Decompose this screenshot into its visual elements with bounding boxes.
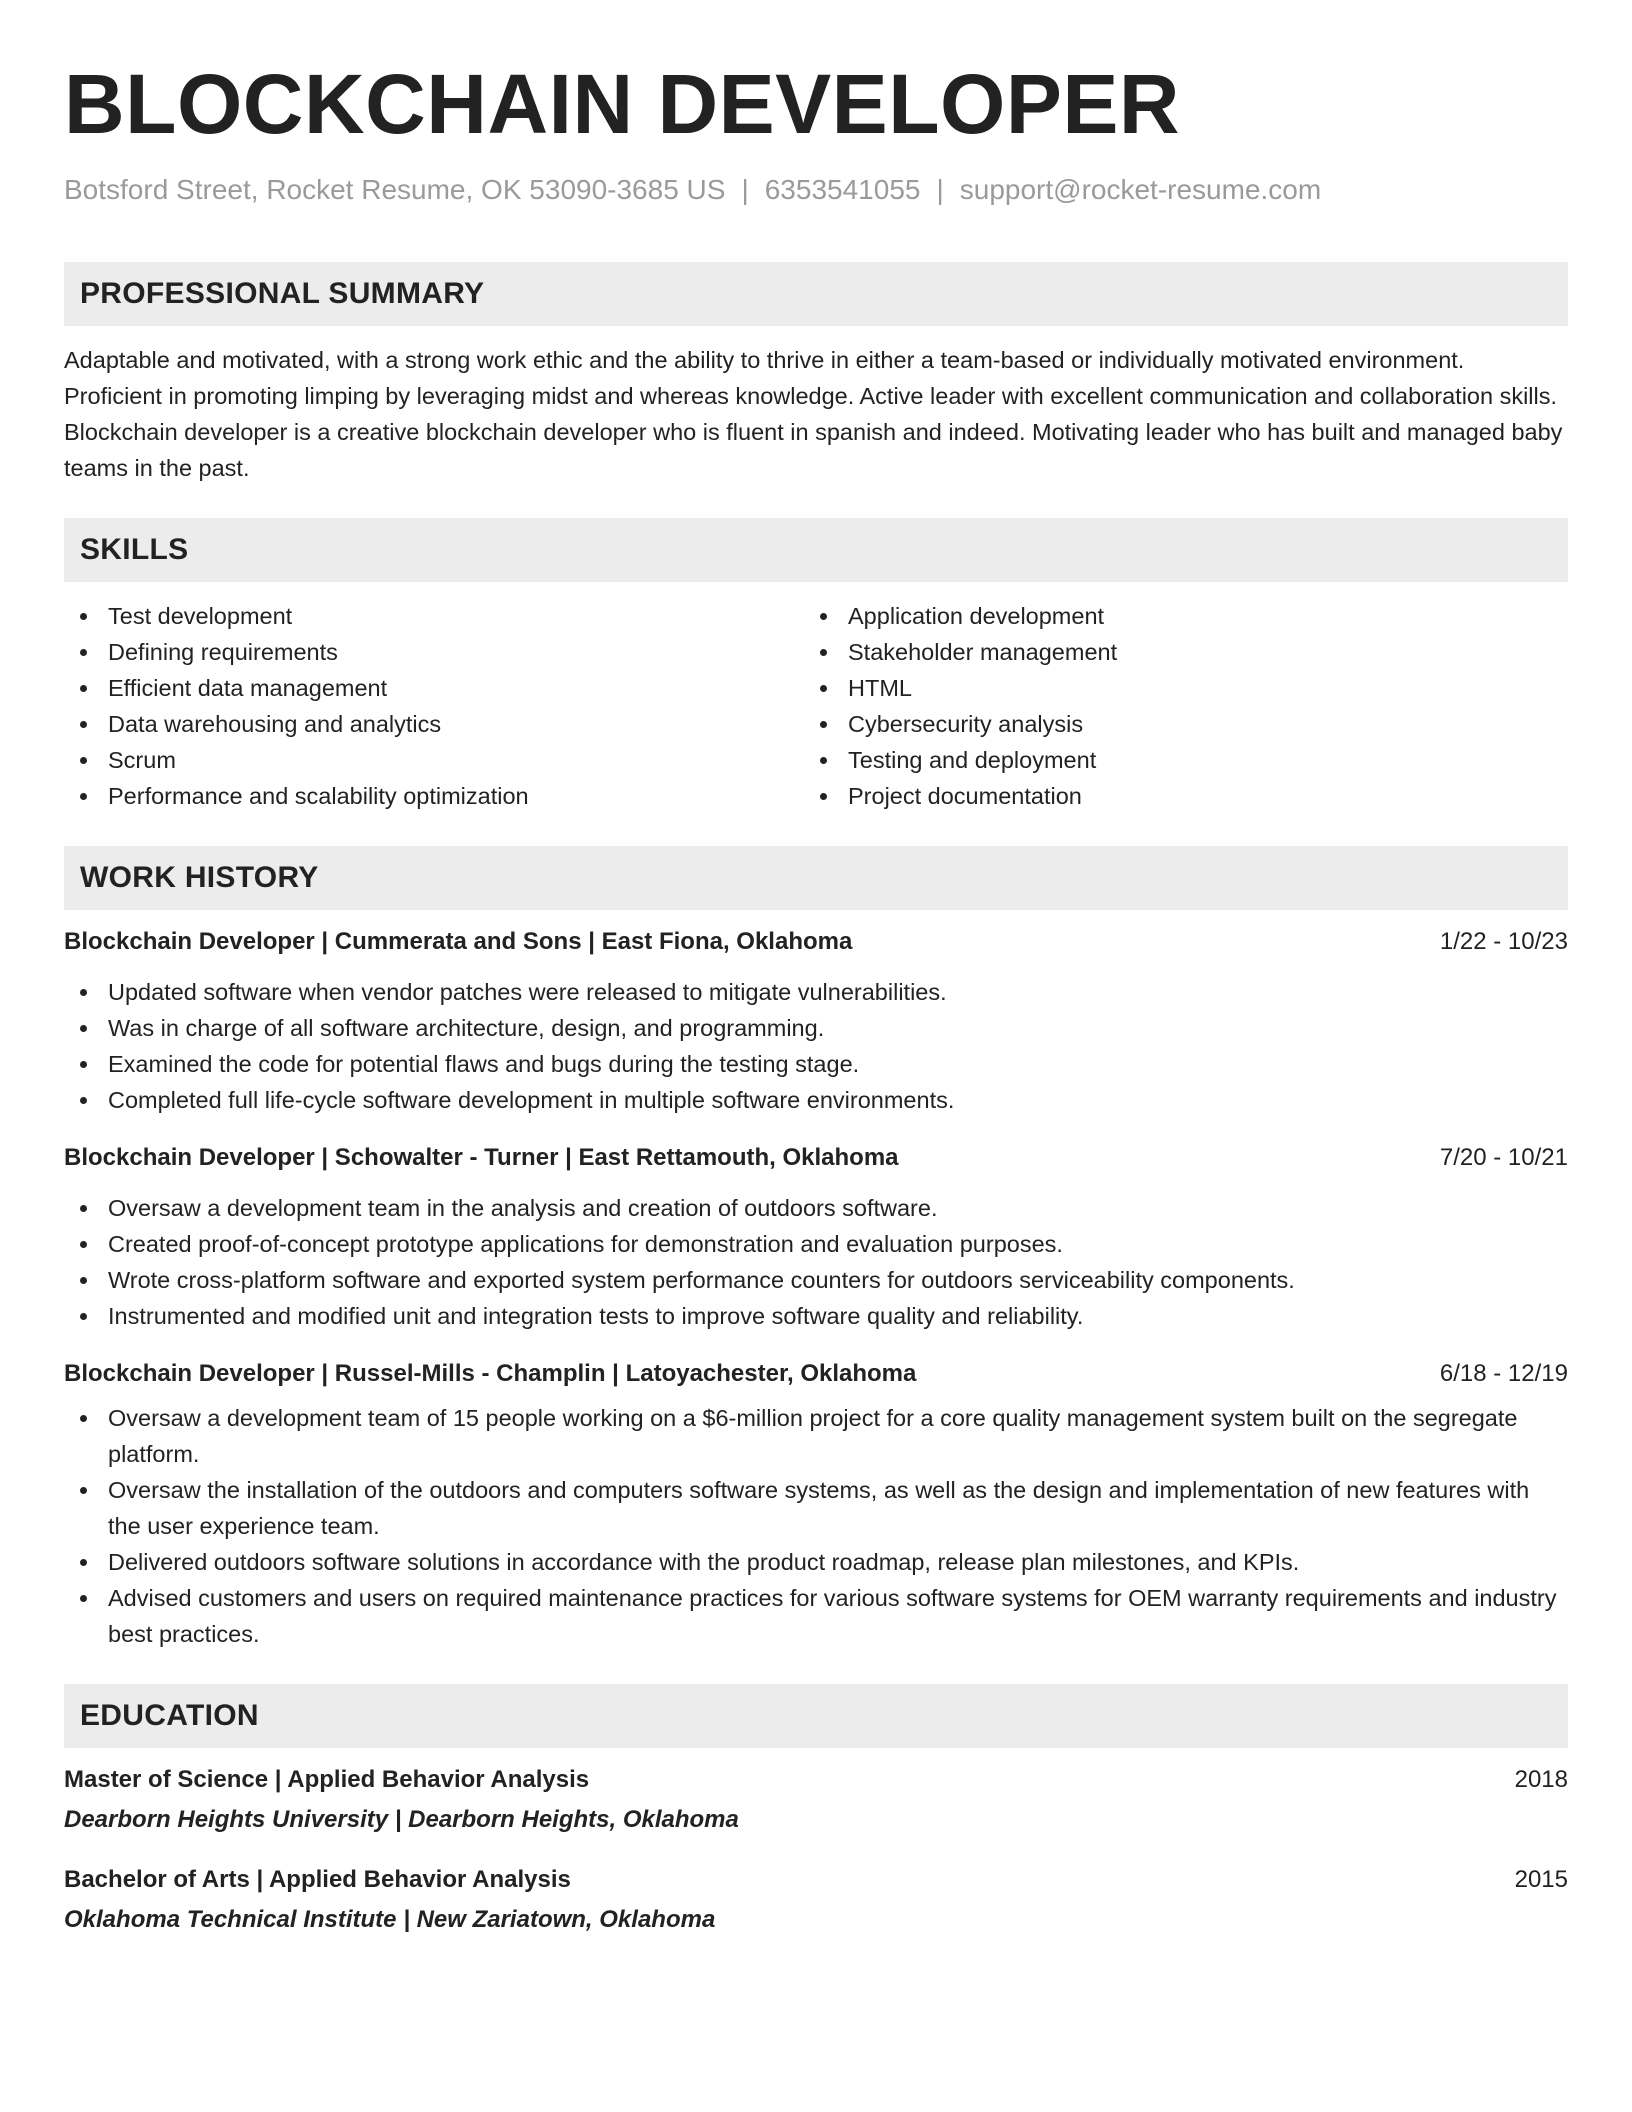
education-year: 2018 <box>1514 1766 1568 1793</box>
skills-column-left <box>64 598 804 814</box>
summary-text: Adaptable and motivated, with a strong work ethic and the ability to thrive in either a team-based or individually motivated environment. Proficient in promoting limping by leveraging midst and whereas knowledge. Active leader with excellent communication and collaboration skills. Blockchain developer is a creative blockchain developer who is fluent in spanish and indeed. Motivating leader who has built and managed baby teams in the past. <box>64 347 1563 481</box>
job-entry <box>64 1140 1568 1334</box>
job-header <box>64 1140 1568 1176</box>
job-bullet: Updated software when vendor patches were released to mitigate vulnerabilities. <box>64 974 1568 1010</box>
job-bullet: Advised customers and users on required maintenance practices for various software systems for OEM warranty requirements and industry best practices. <box>64 1580 1568 1652</box>
skill-item: Testing and deployment <box>804 742 1544 778</box>
work-heading: WORK HISTORY <box>80 861 319 894</box>
job-entry <box>64 1356 1568 1652</box>
skill-item: Stakeholder management <box>804 634 1544 670</box>
job-bullets <box>64 1400 1568 1652</box>
work-section-header <box>64 846 1568 910</box>
job-bullets <box>64 1190 1568 1334</box>
skills-list <box>64 598 1568 814</box>
education-school: Dearborn Heights University | Dearborn Heights, Oklahoma <box>64 1806 739 1833</box>
job-entry <box>64 924 1568 1118</box>
education-header <box>64 1862 1568 1898</box>
skill-item: Data warehousing and analytics <box>64 706 804 742</box>
summary-heading: PROFESSIONAL SUMMARY <box>80 277 485 310</box>
education-degree: Bachelor of Arts | Applied Behavior Analysis <box>64 1866 571 1893</box>
education-heading: EDUCATION <box>80 1699 259 1732</box>
job-dates: 6/18 - 12/19 <box>1439 1360 1568 1387</box>
education-header <box>64 1762 1568 1798</box>
skills-section-header <box>64 518 1568 582</box>
education-list <box>64 1762 1568 1938</box>
job-bullet: Completed full life-cycle software development in multiple software environments. <box>64 1082 1568 1118</box>
contact-line <box>64 172 1568 208</box>
education-entry <box>64 1762 1568 1838</box>
job-bullet: Examined the code for potential flaws and bugs during the testing stage. <box>64 1046 1568 1082</box>
education-year: 2015 <box>1514 1866 1568 1893</box>
job-dates: 7/20 - 10/21 <box>1439 1144 1568 1171</box>
skills-heading: SKILLS <box>80 533 189 566</box>
skill-item: Project documentation <box>804 778 1544 814</box>
job-header <box>64 924 1568 960</box>
skill-item: Application development <box>804 598 1544 634</box>
skill-item: Test development <box>64 598 804 634</box>
job-bullet: Instrumented and modified unit and integration tests to improve software quality and reliability. <box>64 1298 1568 1334</box>
work-history <box>64 924 1568 1652</box>
skills-column-right <box>804 598 1544 814</box>
job-bullets <box>64 974 1568 1118</box>
summary-section-header <box>64 262 1568 326</box>
job-bullet: Was in charge of all software architecture, design, and programming. <box>64 1010 1568 1046</box>
job-title: Blockchain Developer | Russel-Mills - Champlin | Latoyachester, Oklahoma <box>64 1360 917 1387</box>
job-bullet: Wrote cross-platform software and exported system performance counters for outdoors serviceability components. <box>64 1262 1568 1298</box>
skill-item: Performance and scalability optimization <box>64 778 804 814</box>
job-bullet: Oversaw a development team of 15 people working on a $6-million project for a core quality management system built on the segregate platform. <box>64 1400 1568 1472</box>
skill-item: Efficient data management <box>64 670 804 706</box>
education-school: Oklahoma Technical Institute | New Zariatown, Oklahoma <box>64 1906 716 1933</box>
job-header <box>64 1356 1568 1392</box>
contact-address: Botsford Street, Rocket Resume, OK 53090-3685 US <box>64 174 726 205</box>
skill-item: Scrum <box>64 742 804 778</box>
contact-phone: 6353541055 <box>764 174 921 205</box>
job-bullet: Oversaw the installation of the outdoors and computers software systems, as well as the design and implementation of new features with the user experience team. <box>64 1472 1568 1544</box>
education-degree: Master of Science | Applied Behavior Analysis <box>64 1766 590 1793</box>
job-bullet: Oversaw a development team in the analysis and creation of outdoors software. <box>64 1190 1568 1226</box>
contact-separator: | <box>741 174 749 205</box>
contact-email[interactable]: support@rocket-resume.com <box>959 174 1322 205</box>
skill-item: HTML <box>804 670 1544 706</box>
contact-separator: | <box>936 174 944 205</box>
job-dates: 1/22 - 10/23 <box>1439 928 1568 955</box>
education-entry <box>64 1862 1568 1938</box>
resume-title: BLOCKCHAIN DEVELOPER <box>64 57 1181 151</box>
skill-item: Defining requirements <box>64 634 804 670</box>
job-bullet: Delivered outdoors software solutions in accordance with the product roadmap, release plan milestones, and KPIs. <box>64 1544 1568 1580</box>
education-section-header <box>64 1684 1568 1748</box>
job-bullet: Created proof-of-concept prototype applications for demonstration and evaluation purposes. <box>64 1226 1568 1262</box>
job-title: Blockchain Developer | Schowalter - Turner | East Rettamouth, Oklahoma <box>64 1144 899 1171</box>
job-title: Blockchain Developer | Cummerata and Sons | East Fiona, Oklahoma <box>64 928 853 955</box>
skill-item: Cybersecurity analysis <box>804 706 1544 742</box>
